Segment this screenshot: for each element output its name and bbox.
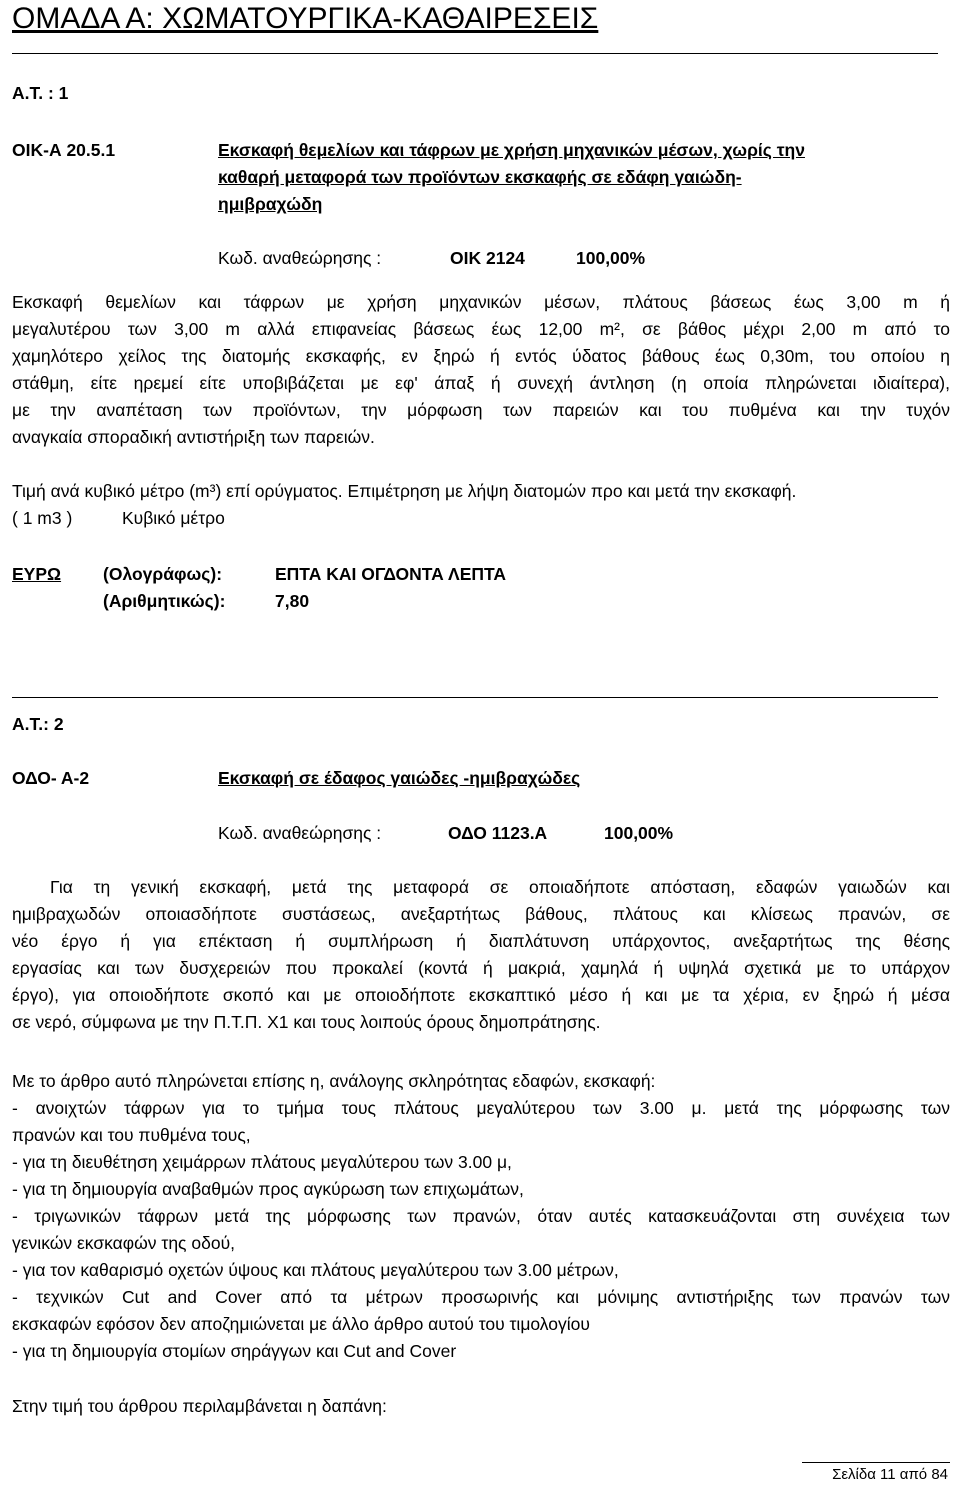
item2-para2-line: - για τον καθαρισμό οχετών ύψους και πλάτους μεγαλύτερου των 3.00 μέτρων, (12, 1260, 619, 1280)
item2-paragraph-3: Στην τιμή του άρθρου περιλαμβάνεται η δαπάνη: (12, 1396, 387, 1416)
item1-desc-line: μεγαλυτέρου των 3,00 m αλλά επιφανείας βάσεως έως 12,00 m², σε βάθος μέχρι 2,00 m από το (12, 319, 950, 339)
item2-para1-line: σε νερό, σύμφωνα με την Π.Τ.Π. Χ1 και τους λοιπούς όρους δημοπράτησης. (12, 1012, 601, 1032)
item1-heading-line-1: Εκσκαφή θεμελίων και τάφρων με χρήση μηχανικών μέσων, χωρίς την (218, 140, 805, 160)
item2-para2-line: εκσκαφών εφόσον δεν αποζημιώνεται με άλλο άρθρο αυτού του τιμολογίου (12, 1314, 590, 1334)
item2-rev-label: Κωδ. αναθεώρησης : (218, 823, 382, 843)
item1-unit-qty: ( 1 m3 ) (12, 508, 73, 528)
item1-num-value: 7,80 (275, 591, 310, 611)
item1-words-value: ΕΠΤΑ ΚΑΙ ΟΓΔΟΝΤΑ ΛΕΠΤΑ (275, 564, 507, 584)
item1-desc-line: με την αναπέταση των προϊόντων, την μόρφωση των παρειών και του πυθμένα και την τυχόν (12, 400, 950, 420)
item2-para1-line: εργασίας και των δυσχερειών που προκαλεί (κοντά ή μακριά, χαμηλά ή υψηλά σχετικά με το υπάρχον (12, 958, 950, 978)
page-number: Σελίδα 11 από 84 (832, 1466, 948, 1483)
item1-unit-name: Κυβικό μέτρο (122, 508, 225, 528)
item2-at-label: Α.Τ.: 2 (12, 714, 64, 734)
item1-currency: ΕΥΡΩ (12, 564, 62, 584)
item2-para2-line: γενικών εκσκαφών της οδού, (12, 1233, 235, 1253)
item1-desc-line: στάθμη, είτε ηρεμεί είτε υποβιβάζεται με εφ' άπαξ ή συνεχή άντληση (η οποία πληρώνεται ιδιαίτερα), (12, 373, 950, 393)
item2-para2-line: - ανοιχτών τάφρων για το τμήμα τους πλάτους μεγαλύτερου των 3.00 μ. μετά της μόρφωσης των (12, 1098, 950, 1118)
item1-rev-percent: 100,00% (576, 248, 646, 268)
item2-rev-percent: 100,00% (604, 823, 674, 843)
item1-rev-label: Κωδ. αναθεώρησης : (218, 248, 382, 268)
item1-rev-code: ΟΙΚ 2124 (450, 248, 525, 268)
item1-num-label: (Αριθμητικώς): (103, 591, 226, 611)
item1-words-label: (Ολογράφως): (103, 564, 223, 584)
item1-at-label: Α.Τ. : 1 (12, 83, 69, 103)
item2-para2-line: - για τη δημιουργία αναβαθμών προς αγκύρωση των επιχωμάτων, (12, 1179, 524, 1199)
item2-separator (12, 697, 938, 698)
item1-separator (12, 53, 938, 54)
item2-para1-line: ημιβραχωδών οποιασδήποτε συστάσεως, ανεξαρτήτως βάθους, πλάτους και κλίσεως πρανών, σε (12, 904, 950, 924)
item2-para2-line: - για τη δημιουργία στομίων σηράγγων και Cut and Cover (12, 1341, 457, 1361)
page-title: ΟΜΑΔΑ Α: ΧΩΜΑΤΟΥΡΓΙΚΑ-ΚΑΘΑΙΡΕΣΕΙΣ (12, 2, 599, 35)
footer-rule (802, 1462, 950, 1463)
item2-para1-line: Για τη γενική εκσκαφή, μετά της μεταφορά σε οποιαδήποτε απόσταση, εδαφών γαιωδών και (50, 877, 950, 897)
item1-heading-line-2: καθαρή μεταφορά των προϊόντων εκσκαφής σε εδάφη γαιώδη- (218, 167, 742, 187)
item2-para2-line: πρανών και του πυθμένα τους, (12, 1125, 251, 1145)
item2-para2-line: - τεχνικών Cut and Cover από τα μέτρων προσωρινής και μόνιμης αντιστήριξης των πρανών των (12, 1287, 950, 1307)
item2-code: ΟΔΟ- Α-2 (12, 768, 90, 788)
item2-para2-line: Με το άρθρο αυτό πληρώνεται επίσης η, ανάλογης σκληρότητας εδαφών, εκσκαφή: (12, 1071, 656, 1091)
item2-para2-line: - για τη διευθέτηση χειμάρρων πλάτους μεγαλύτερου των 3.00 μ, (12, 1152, 512, 1172)
item2-para1-line: νέο έργο ή για επέκταση ή συμπλήρωση ή διαπλάτυνση υπάρχοντος, ανεξαρτήτως της θέσης (12, 931, 950, 951)
item2-heading: Εκσκαφή σε έδαφος γαιώδες -ημιβραχώδες (218, 768, 581, 788)
item1-code: ΟΙΚ-Α 20.5.1 (12, 140, 116, 160)
item1-desc-line: χαμηλότερο χείλος της διατομής εκσκαφής, εν ξηρώ ή εντός ύδατος βάθους έως 0,30m, του οποίου η (12, 346, 950, 366)
item1-desc-line: αναγκαία σποραδική αντιστήριξη των παρειών. (12, 427, 375, 447)
item2-rev-code: ΟΔΟ 1123.Α (448, 823, 548, 843)
item1-heading-line-3: ημιβραχώδη (218, 194, 323, 214)
item1-price-note: Τιμή ανά κυβικό μέτρο (m³) επί ορύγματος. Επιμέτρηση με λήψη διατομών προ και μετά την εκσκαφή. (12, 481, 797, 501)
item1-desc-line: Εκσκαφή θεμελίων και τάφρων με χρήση μηχανικών μέσων, πλάτους βάσεως έως 3,00 m ή (12, 292, 950, 312)
item2-para2-line: - τριγωνικών τάφρων μετά της μόρφωσης των πρανών, όταν αυτές κατασκευάζονται στη συνέχεια των (12, 1206, 950, 1226)
item2-para1-line: έργο), για οποιοδήποτε σκοπό και με οποιοδήποτε εκσκαπτικό μέσο ή και με τα χέρια, εν ξηρώ ή μέσα (12, 985, 950, 1005)
